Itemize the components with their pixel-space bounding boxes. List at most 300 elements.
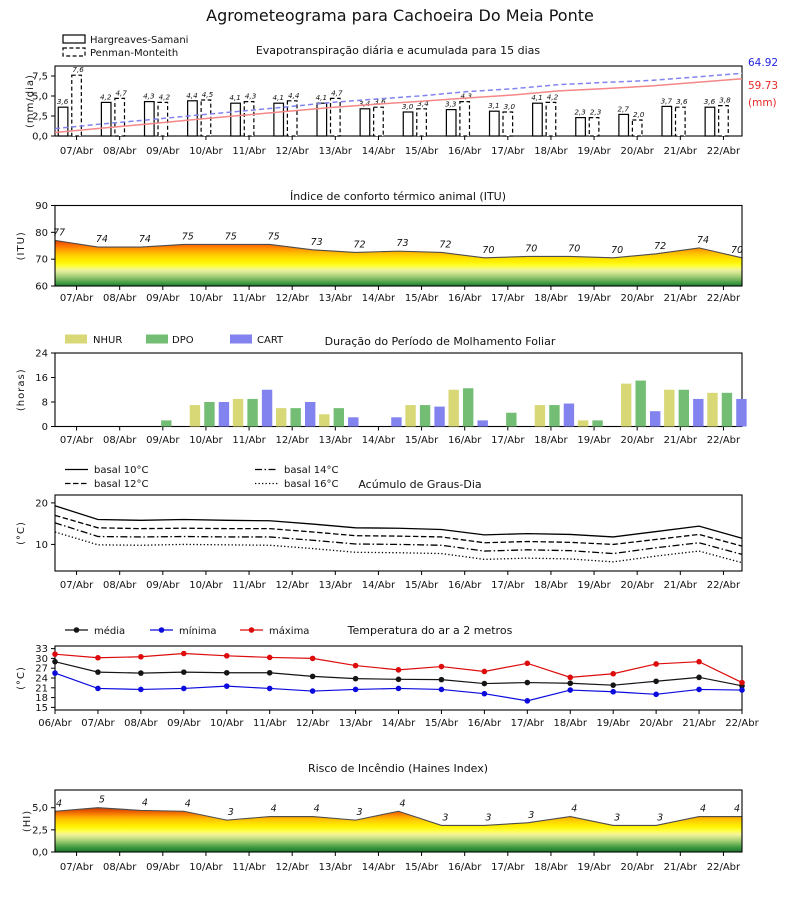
x-tick-label: 21/Abr: [663, 435, 698, 446]
point-value-label: 77: [52, 227, 66, 239]
dpmf-bar-DPO: [722, 393, 732, 427]
y-axis-label: (°C): [16, 666, 27, 690]
bar-value-label: 4,1: [229, 93, 241, 103]
x-tick-label: 17/Abr: [491, 146, 525, 157]
eto-bar: [331, 98, 341, 136]
x-tick-label: 17/Abr: [510, 718, 545, 729]
x-tick-label: 13/Abr: [318, 580, 353, 591]
point-value-label: 3: [528, 809, 535, 821]
dpmf-bar-DPO: [204, 402, 214, 427]
bar-value-label: 2,3: [589, 107, 602, 117]
temperatura-marker: [610, 671, 616, 677]
bar-value-label: 4,2: [546, 92, 559, 102]
y-tick-label: 18: [35, 693, 48, 705]
bar-value-label: 3,0: [401, 102, 414, 111]
y-tick-label: 5,0: [32, 91, 48, 103]
dpmf-bar-CART: [262, 390, 272, 427]
dpmf-bar-CART: [305, 402, 315, 427]
temperatura-marker: [52, 670, 58, 676]
bar-value-label: 4,5: [201, 90, 214, 99]
temperatura-marker: [439, 687, 445, 693]
x-tick-label: 20/Abr: [620, 435, 654, 446]
temperatura-marker: [696, 659, 702, 665]
x-tick-label: 07/Abr: [59, 435, 94, 446]
eto-bar: [619, 114, 629, 136]
x-tick-label: 17/Abr: [491, 435, 525, 446]
bar-value-label: 2,0: [632, 110, 645, 119]
eto-bar: [158, 102, 168, 136]
temperatura-marker: [653, 692, 659, 698]
point-value-label: 4: [733, 803, 741, 815]
penman-total: 64.92: [748, 57, 779, 69]
x-tick-label: 16/Abr: [447, 435, 482, 446]
temperatura-marker: [567, 687, 573, 693]
point-value-label: 72: [353, 239, 366, 251]
temperatura-marker: [696, 687, 702, 693]
bar-value-label: 4,1: [531, 93, 543, 103]
bar-value-label: 4,1: [272, 93, 284, 103]
x-tick-label: 20/Abr: [620, 580, 654, 591]
haines-area: [55, 808, 742, 852]
y-tick-label: 27: [35, 663, 48, 675]
bar-value-label: 3,6: [676, 97, 688, 107]
x-tick-label: 21/Abr: [663, 146, 698, 157]
x-tick-label: 22/Abr: [706, 435, 741, 446]
dpmf-bar-DPO: [161, 420, 171, 426]
x-tick-label: 13/Abr: [318, 146, 353, 157]
point-value-label: 75: [181, 231, 194, 243]
temperatura-marker: [224, 670, 230, 676]
bar-value-label: 3,1: [488, 101, 500, 111]
y-tick-label: 2,5: [32, 825, 48, 837]
temperatura-marker: [353, 687, 359, 693]
dpmf-bar-CART: [564, 404, 574, 427]
bar-value-label: 3,3: [444, 99, 457, 109]
temperatura-marker: [310, 674, 316, 680]
eto-bar: [244, 102, 254, 136]
temperatura-line-média: [55, 662, 742, 686]
x-tick-label: 19/Abr: [577, 580, 611, 591]
chart-title: Duração do Período de Molhamento Foliar: [324, 335, 556, 348]
x-tick-label: 16/Abr: [447, 862, 482, 873]
dpmf-bar-CART: [434, 407, 444, 427]
x-tick-label: 18/Abr: [553, 718, 587, 729]
bar-value-label: 3,6: [56, 97, 69, 107]
temperatura-marker: [267, 655, 273, 661]
dpmf-bar-CART: [650, 411, 660, 426]
x-tick-label: 10/Abr: [210, 718, 244, 729]
x-tick-label: 10/Abr: [189, 580, 223, 591]
x-tick-label: 11/Abr: [232, 293, 266, 304]
x-tick-label: 20/Abr: [620, 293, 654, 304]
temperatura-marker: [181, 686, 187, 692]
dpmf-bar-NHUR: [535, 405, 545, 426]
dpmf-bar-NHUR: [319, 414, 329, 426]
eto-bar: [101, 102, 111, 136]
point-value-label: 74: [697, 234, 710, 246]
point-value-label: 70: [611, 244, 624, 256]
y-tick-label: 24: [35, 673, 48, 685]
eto-bar: [533, 103, 543, 136]
hargreaves-total: 59.73: [748, 80, 779, 92]
x-tick-label: 08/Abr: [124, 718, 158, 729]
x-tick-label: 12/Abr: [275, 862, 309, 873]
x-tick-label: 15/Abr: [404, 862, 439, 873]
y-tick-label: 20: [35, 498, 48, 510]
y-tick-label: 8: [41, 397, 48, 409]
x-tick-label: 21/Abr: [682, 718, 716, 729]
temperatura-marker: [52, 651, 58, 657]
x-tick-label: 10/Abr: [189, 146, 223, 157]
temperatura-marker: [653, 678, 659, 684]
point-value-label: 3: [485, 812, 492, 824]
y-tick-label: 15: [35, 702, 48, 714]
temperatura-marker: [610, 689, 616, 695]
temperatura-marker: [525, 698, 531, 704]
eto-bar: [705, 107, 715, 136]
chart-haines: [22, 762, 742, 873]
x-tick-label: 14/Abr: [361, 580, 396, 591]
dpmf-bar-CART: [477, 420, 487, 426]
dpmf-bar-DPO: [506, 413, 516, 427]
x-tick-label: 22/Abr: [706, 146, 741, 157]
x-tick-label: 07/Abr: [59, 862, 94, 873]
page-title: Agrometeograma para Cachoeira Do Meia Ponte: [206, 6, 594, 25]
dpmf-bar-CART: [693, 399, 703, 427]
point-value-label: 74: [95, 234, 108, 246]
dpmf-bar-NHUR: [405, 405, 415, 426]
bar-value-label: 4,2: [99, 92, 112, 102]
x-tick-label: 12/Abr: [275, 293, 309, 304]
bar-value-label: 2,3: [574, 107, 586, 117]
dpmf-bar-DPO: [592, 420, 602, 426]
eto-bar: [417, 109, 427, 136]
x-tick-label: 18/Abr: [534, 580, 568, 591]
x-tick-label: 16/Abr: [447, 146, 482, 157]
y-tick-label: 33: [35, 644, 48, 656]
eto-bar: [589, 118, 599, 136]
point-value-label: 75: [224, 231, 237, 243]
legend-swatch: [146, 335, 168, 344]
temperatura-marker: [696, 675, 702, 681]
point-value-label: 74: [138, 234, 151, 246]
chart-title: Evapotranspiração diária e acumulada para 15 dias: [255, 44, 541, 57]
graus_dia-line-basal 10°C: [55, 506, 742, 538]
eto-bar: [145, 102, 155, 136]
y-tick-label: 0: [41, 422, 48, 433]
chart-title: Índice de conforto térmico animal (ITU): [289, 190, 507, 203]
temperatura-marker: [138, 654, 144, 660]
x-tick-label: 19/Abr: [577, 862, 611, 873]
eto-bar: [115, 98, 125, 136]
point-value-label: 70: [482, 244, 495, 256]
legend-marker: [249, 627, 255, 633]
point-value-label: 4: [141, 797, 148, 809]
x-tick-label: 12/Abr: [275, 146, 309, 157]
legend-label: basal 12°C: [94, 479, 149, 490]
temperatura-marker: [610, 682, 616, 688]
legend-label: NHUR: [93, 335, 123, 346]
legend-label: CART: [257, 335, 284, 346]
x-tick-label: 17/Abr: [491, 862, 525, 873]
x-tick-label: 18/Abr: [534, 293, 568, 304]
x-tick-label: 14/Abr: [361, 293, 396, 304]
x-tick-label: 22/Abr: [725, 718, 759, 729]
chart-title: Risco de Incêndio (Haines Index): [307, 762, 489, 775]
x-tick-label: 13/Abr: [318, 293, 353, 304]
y-tick-label: 0,0: [32, 847, 48, 859]
temperatura-marker: [353, 676, 359, 682]
axes-frame: [55, 495, 742, 571]
eto-bar: [188, 101, 198, 136]
dpmf-bar-NHUR: [448, 390, 458, 427]
x-tick-label: 14/Abr: [361, 146, 396, 157]
eto-bar: [490, 111, 500, 136]
bar-value-label: 2,7: [617, 104, 629, 114]
bar-value-label: 4,4: [287, 90, 300, 100]
bar-value-label: 4,7: [115, 88, 127, 98]
dpmf-bar-DPO: [463, 388, 473, 426]
temperatura-marker: [482, 669, 488, 675]
temperatura-marker: [224, 653, 230, 659]
x-tick-label: 07/Abr: [59, 580, 94, 591]
x-tick-label: 15/Abr: [404, 146, 439, 157]
bar-value-label: 4,2: [158, 92, 171, 102]
x-tick-label: 11/Abr: [252, 718, 287, 729]
dpmf-bar-DPO: [549, 405, 559, 426]
eto-bar: [360, 109, 370, 136]
x-tick-label: 14/Abr: [361, 862, 396, 873]
chart-eto: [25, 35, 778, 157]
y-tick-label: 7,5: [32, 71, 48, 83]
eto-bar: [676, 107, 686, 136]
x-tick-label: 09/Abr: [146, 862, 180, 873]
eto-bar: [503, 112, 513, 136]
eto-bar: [662, 106, 672, 136]
x-tick-label: 16/Abr: [467, 718, 502, 729]
bar-value-label: 3,4: [417, 98, 429, 108]
point-value-label: 3: [356, 807, 363, 819]
y-tick-label: 2,5: [32, 111, 48, 123]
x-tick-label: 22/Abr: [706, 580, 741, 591]
x-tick-label: 08/Abr: [102, 146, 137, 157]
x-tick-label: 08/Abr: [102, 435, 137, 446]
temperatura-marker: [310, 656, 316, 662]
temperatura-marker: [95, 655, 101, 661]
point-value-label: 3: [614, 812, 621, 824]
eto-bar: [460, 102, 470, 136]
y-tick-label: 16: [35, 373, 48, 384]
x-tick-label: 11/Abr: [232, 580, 266, 591]
temperatura-marker: [653, 661, 659, 667]
y-tick-label: 60: [35, 281, 48, 293]
temperatura-marker: [95, 669, 101, 675]
temperatura-marker: [52, 659, 58, 665]
y-axis-label: (°C): [16, 521, 27, 545]
x-tick-label: 15/Abr: [404, 435, 439, 446]
x-tick-label: 08/Abr: [102, 580, 137, 591]
temperatura-marker: [396, 667, 402, 673]
x-tick-label: 19/Abr: [577, 293, 611, 304]
legend-label: mínima: [179, 626, 217, 637]
y-axis-label: (HI): [22, 809, 33, 833]
dpmf-bar-CART: [736, 399, 746, 427]
dpmf-bar-NHUR: [233, 399, 243, 427]
point-value-label: 5: [98, 794, 105, 806]
legend-swatch-solid: [63, 35, 85, 43]
bar-value-label: 4,7: [331, 88, 343, 98]
eto-bar: [231, 103, 241, 136]
temperatura-marker: [138, 687, 144, 693]
x-tick-label: 07/Abr: [59, 293, 94, 304]
x-tick-label: 19/Abr: [596, 718, 630, 729]
x-tick-label: 20/Abr: [620, 146, 654, 157]
dpmf-bar-DPO: [334, 408, 344, 426]
bar-value-label: 4,3: [143, 91, 155, 101]
point-value-label: 4: [270, 803, 277, 815]
point-value-label: 4: [55, 798, 63, 810]
eto-bar: [546, 102, 556, 136]
y-tick-label: 5,0: [32, 803, 48, 815]
x-tick-label: 22/Abr: [706, 293, 741, 304]
temperatura-marker: [439, 664, 445, 670]
x-tick-label: 20/Abr: [620, 862, 654, 873]
dpmf-bar-NHUR: [707, 393, 717, 427]
x-tick-label: 19/Abr: [577, 435, 611, 446]
x-tick-label: 06/Abr: [38, 718, 72, 729]
legend-swatch: [230, 335, 252, 344]
temperatura-marker: [567, 675, 573, 681]
temperatura-marker: [396, 686, 402, 692]
x-tick-label: 09/Abr: [146, 580, 180, 591]
point-value-label: 3: [657, 812, 664, 824]
point-value-label: 4: [313, 803, 320, 815]
x-tick-label: 11/Abr: [232, 435, 266, 446]
x-tick-label: 21/Abr: [663, 293, 698, 304]
x-tick-label: 10/Abr: [189, 293, 223, 304]
bar-value-label: 4,3: [460, 91, 472, 101]
bar-value-label: 4,4: [186, 90, 198, 100]
x-tick-label: 21/Abr: [663, 862, 698, 873]
dpmf-bar-DPO: [679, 390, 689, 427]
x-tick-label: 12/Abr: [275, 435, 309, 446]
x-tick-label: 07/Abr: [59, 146, 94, 157]
y-tick-label: 0,0: [32, 131, 48, 143]
x-tick-label: 09/Abr: [146, 293, 180, 304]
x-tick-label: 15/Abr: [424, 718, 459, 729]
temperatura-marker: [739, 687, 745, 693]
eto-bar: [719, 106, 729, 136]
bar-value-label: 3,0: [503, 102, 516, 111]
bar-value-label: 7,6: [72, 65, 84, 75]
chart-title: Temperatura do ar a 2 metros: [347, 624, 513, 637]
dpmf-bar-NHUR: [664, 390, 674, 427]
point-value-label: 72: [439, 239, 452, 251]
x-tick-label: 08/Abr: [102, 862, 137, 873]
dpmf-bar-NHUR: [578, 420, 588, 426]
dpmf-bar-NHUR: [621, 384, 631, 427]
y-tick-label: 80: [35, 227, 48, 239]
point-value-label: 73: [310, 236, 323, 248]
x-tick-label: 15/Abr: [404, 293, 439, 304]
bar-value-label: 3,7: [660, 96, 673, 106]
legend-swatch-dashed: [63, 48, 85, 56]
x-tick-label: 18/Abr: [534, 146, 568, 157]
chart-title: Acúmulo de Graus-Dia: [358, 478, 482, 491]
bar-value-label: 3,8: [719, 95, 731, 105]
point-value-label: 70: [730, 244, 744, 256]
bar-value-label: 3,6: [374, 97, 386, 107]
x-tick-label: 11/Abr: [232, 146, 266, 157]
x-tick-label: 17/Abr: [491, 580, 525, 591]
point-value-label: 75: [267, 231, 280, 243]
temperatura-marker: [396, 677, 402, 683]
dpmf-bar-DPO: [247, 399, 257, 427]
x-tick-label: 10/Abr: [189, 862, 223, 873]
legend-label: basal 14°C: [284, 465, 339, 476]
legend-label: média: [94, 626, 126, 637]
dpmf-bar-DPO: [635, 381, 645, 427]
temperatura-marker: [267, 670, 273, 676]
temperatura-marker: [482, 691, 488, 697]
eto-bar: [374, 107, 384, 136]
legend-label: Hargreaves-Samani: [90, 35, 189, 46]
x-tick-label: 14/Abr: [361, 435, 396, 446]
temperatura-marker: [525, 661, 531, 667]
point-value-label: 4: [399, 798, 406, 810]
legend-label: máxima: [269, 626, 310, 637]
temperatura-marker: [353, 663, 359, 669]
legend-marker: [159, 627, 165, 633]
cumulative-unit: (mm): [748, 97, 777, 109]
legend-label: basal 10°C: [94, 465, 149, 476]
x-tick-label: 14/Abr: [381, 718, 416, 729]
point-value-label: 3: [227, 807, 234, 819]
legend-label: basal 16°C: [284, 479, 339, 490]
x-tick-label: 16/Abr: [447, 293, 482, 304]
eto-bar: [403, 112, 413, 136]
y-tick-label: 10: [35, 539, 48, 551]
y-axis-label: (horas): [16, 368, 27, 412]
x-tick-label: 10/Abr: [189, 435, 223, 446]
point-value-label: 4: [184, 798, 191, 810]
dpmf-bar-NHUR: [276, 408, 286, 426]
point-value-label: 70: [525, 243, 538, 255]
bar-value-label: 4,1: [315, 93, 328, 103]
bar-value-label: 3,6: [703, 97, 716, 107]
x-tick-label: 09/Abr: [146, 146, 180, 157]
x-tick-label: 21/Abr: [663, 580, 698, 591]
y-tick-label: 21: [35, 683, 48, 695]
x-tick-label: 09/Abr: [146, 435, 180, 446]
temperatura-marker: [224, 683, 230, 689]
eto-bar: [576, 118, 586, 136]
y-axis-label: (ITU): [16, 231, 27, 261]
eto-bar: [446, 110, 456, 136]
chart-dpmf: [16, 335, 747, 447]
x-tick-label: 20/Abr: [639, 718, 673, 729]
bar-value-label: 4,3: [244, 91, 257, 101]
y-tick-label: 90: [35, 201, 48, 212]
point-value-label: 4: [700, 803, 707, 815]
x-tick-label: 19/Abr: [577, 146, 611, 157]
temperatura-marker: [525, 680, 531, 686]
eto-bar: [632, 120, 642, 136]
x-tick-label: 13/Abr: [318, 862, 353, 873]
legend-swatch: [65, 335, 87, 344]
dpmf-bar-CART: [348, 417, 358, 426]
chart-graus_dia: [16, 465, 742, 591]
